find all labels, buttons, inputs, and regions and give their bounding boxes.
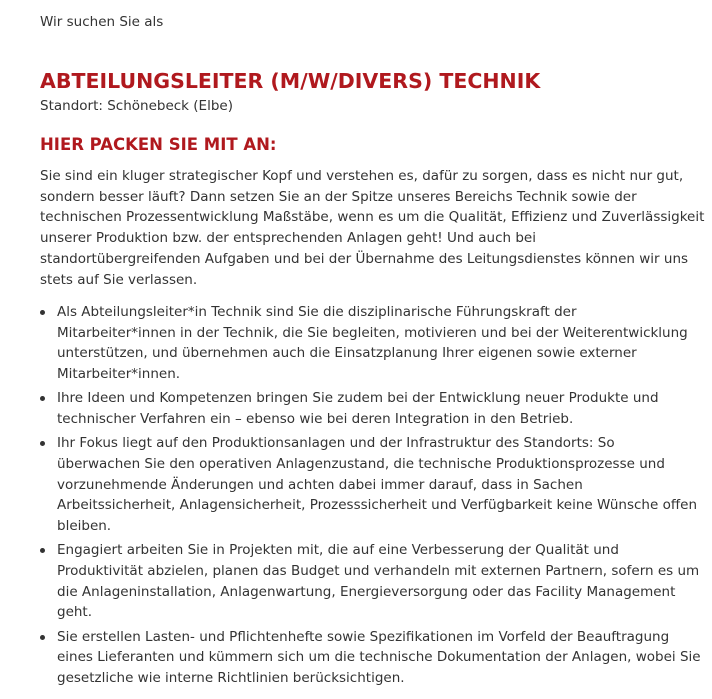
bullet-dot-icon (40, 635, 45, 640)
list-item (40, 627, 701, 689)
list-item (40, 302, 688, 385)
list-item-line: vorzunehmende Änderungen und achten dabei immer darauf, dass in Sachen (57, 476, 583, 493)
list-item (40, 540, 700, 623)
paragraph-line: standortübergreifenden Aufgaben und bei der Übernahme des Leitungsdienstes können wir uns (40, 250, 689, 267)
intro-text: Wir suchen Sie als (40, 14, 164, 30)
list-item-line: Mitarbeiter*innen in der Technik, die Sie begleiten, motivieren und bei der Weiterentwicklung (57, 324, 688, 341)
paragraph-line: technischen Prozessentwicklung Maßstäbe, wenn es um die Qualität, Effizienz und Zuverlässigkeit (40, 209, 705, 226)
list-item-line: Mitarbeiter*innen. (57, 366, 181, 383)
list-item-line: bleiben. (57, 518, 112, 535)
section-heading: HIER PACKEN SIE MIT AN: (40, 135, 277, 154)
list-item-line: geht. (57, 604, 93, 621)
list-item (40, 433, 697, 537)
job-title: ABTEILUNGSLEITER (M/W/DIVERS) TECHNIK (40, 69, 541, 93)
list-item-line: Ihre Ideen und Kompetenzen bringen Sie zudem bei der Entwicklung neuer Produkte und (57, 390, 659, 407)
bullet-dot-icon (40, 548, 45, 553)
list-item-line: gesetzliche wie interne Richtlinien berücksichtigen. (57, 669, 405, 686)
list-item-line: Als Abteilungsleiter*in Technik sind Sie die disziplinarische Führungskraft der (57, 304, 577, 320)
list-item-line: technischer Verfahren ein – ebenso wie bei deren Integration in den Betrieb. (57, 411, 574, 428)
list-item-line: Produktivität abzielen, planen das Budget und verhandeln mit externen Partnern, sofern es um (57, 562, 700, 579)
list-item (40, 388, 680, 429)
bullet-dot-icon (40, 441, 45, 446)
list-item-line: Ihr Fokus liegt auf den Produktionsanlagen und der Infrastruktur des Standorts: So (57, 435, 615, 452)
list-item-line: Sie erstellen Lasten- und Pflichtenhefte sowie Spezifikationen im Vorfeld der Beauftragung (57, 628, 670, 645)
list-item-line: Engagiert arbeiten Sie in Projekten mit, die auf eine Verbesserung der Qualität und (57, 542, 619, 559)
paragraph-line: Sie sind ein kluger strategischer Kopf und verstehen es, dafür zu sorgen, dass es nicht nur gut, (40, 168, 684, 184)
job-location: Standort: Schönebeck (Elbe) (40, 98, 233, 114)
description-paragraph (40, 166, 705, 290)
list-item-line: eines Lieferanten und kümmern sich um die technische Dokumentation der Anlagen, wobei Sie (57, 649, 701, 666)
bullet-dot-icon (40, 396, 45, 401)
responsibilities-list (40, 302, 701, 692)
list-item-line: die Anlageninstallation, Anlagenwartung, Energieversorgung oder das Facility Management (57, 583, 676, 600)
list-item-line: überwachen Sie den operativen Anlagenzustand, die technische Produktionsprozesse und (57, 455, 665, 472)
bullet-dot-icon (40, 310, 45, 315)
paragraph-line: stets auf Sie verlassen. (40, 271, 198, 288)
list-item-line: unterstützen, und übernehmen auch die Einsatzplanung Ihrer eigenen sowie externer (57, 345, 637, 362)
paragraph-line: sondern besser läuft? Dann setzen Sie an der Spitze unseres Bereichs Technik sowie der (40, 188, 637, 205)
paragraph-line: unserer Produktion bzw. der entsprechenden Anlagen geht! Und auch bei (40, 230, 536, 247)
list-item-line: Arbeitssicherheit, Anlagensicherheit, Prozesssicherheit und Verfügbarkeit keine Wünsche offen (57, 497, 697, 514)
